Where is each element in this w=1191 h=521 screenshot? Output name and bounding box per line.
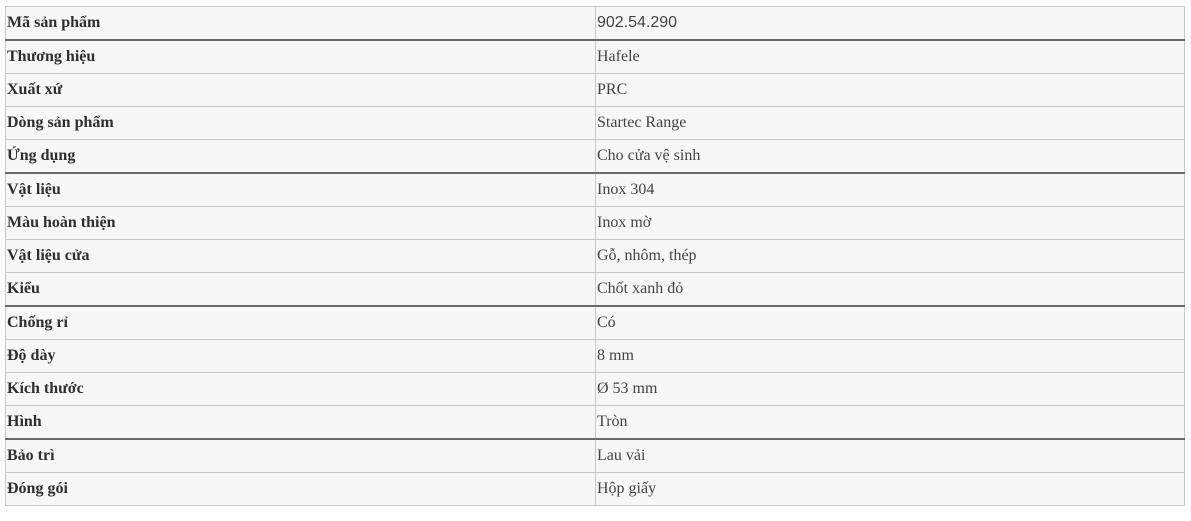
- spec-row-origin: [6, 74, 1185, 107]
- spec-label: Ứng dụng: [6, 140, 596, 174]
- spec-value: Gỗ, nhôm, thép: [596, 240, 1185, 273]
- spec-row-size: [6, 373, 1185, 406]
- spec-row-product-line: [6, 107, 1185, 140]
- spec-row-material: [6, 173, 1185, 207]
- spec-value: Tròn: [596, 406, 1185, 440]
- spec-value: Hafele: [596, 40, 1185, 74]
- spec-label: Màu hoàn thiện: [6, 207, 596, 240]
- spec-row-door-material: [6, 240, 1185, 273]
- spec-row-shape: [6, 406, 1185, 440]
- spec-label: Kích thước: [6, 373, 596, 406]
- spec-value: Chốt xanh đỏ: [596, 273, 1185, 307]
- product-spec-table: [5, 6, 1185, 506]
- spec-row-product-code: [6, 7, 1185, 41]
- spec-row-packaging: [6, 473, 1185, 506]
- spec-row-brand: [6, 40, 1185, 74]
- spec-value: Lau vải: [596, 439, 1185, 473]
- spec-label: Bảo trì: [6, 439, 596, 473]
- spec-row-style: [6, 273, 1185, 307]
- spec-value: 8 mm: [596, 340, 1185, 373]
- spec-value: Inox 304: [596, 173, 1185, 207]
- spec-label: Đóng gói: [6, 473, 596, 506]
- spec-label: Vật liệu cửa: [6, 240, 596, 273]
- spec-label: Độ dày: [6, 340, 596, 373]
- spec-label: Xuất xứ: [6, 74, 596, 107]
- spec-label: Chống rỉ: [6, 306, 596, 340]
- spec-label: Kiểu: [6, 273, 596, 307]
- spec-row-thickness: [6, 340, 1185, 373]
- spec-value: Ø 53 mm: [596, 373, 1185, 406]
- spec-label: Dòng sản phẩm: [6, 107, 596, 140]
- spec-label: Thương hiệu: [6, 40, 596, 74]
- spec-value: Có: [596, 306, 1185, 340]
- spec-value: PRC: [596, 74, 1185, 107]
- spec-value: 902.54.290: [596, 7, 1185, 41]
- spec-row-finish-color: [6, 207, 1185, 240]
- spec-value: Startec Range: [596, 107, 1185, 140]
- spec-value: Inox mờ: [596, 207, 1185, 240]
- spec-value: Cho cửa vệ sinh: [596, 140, 1185, 174]
- spec-row-application: [6, 140, 1185, 174]
- spec-label: Hình: [6, 406, 596, 440]
- spec-label: Vật liệu: [6, 173, 596, 207]
- spec-row-maintenance: [6, 439, 1185, 473]
- spec-label: Mã sản phẩm: [6, 7, 596, 41]
- spec-value: Hộp giấy: [596, 473, 1185, 506]
- spec-row-rustproof: [6, 306, 1185, 340]
